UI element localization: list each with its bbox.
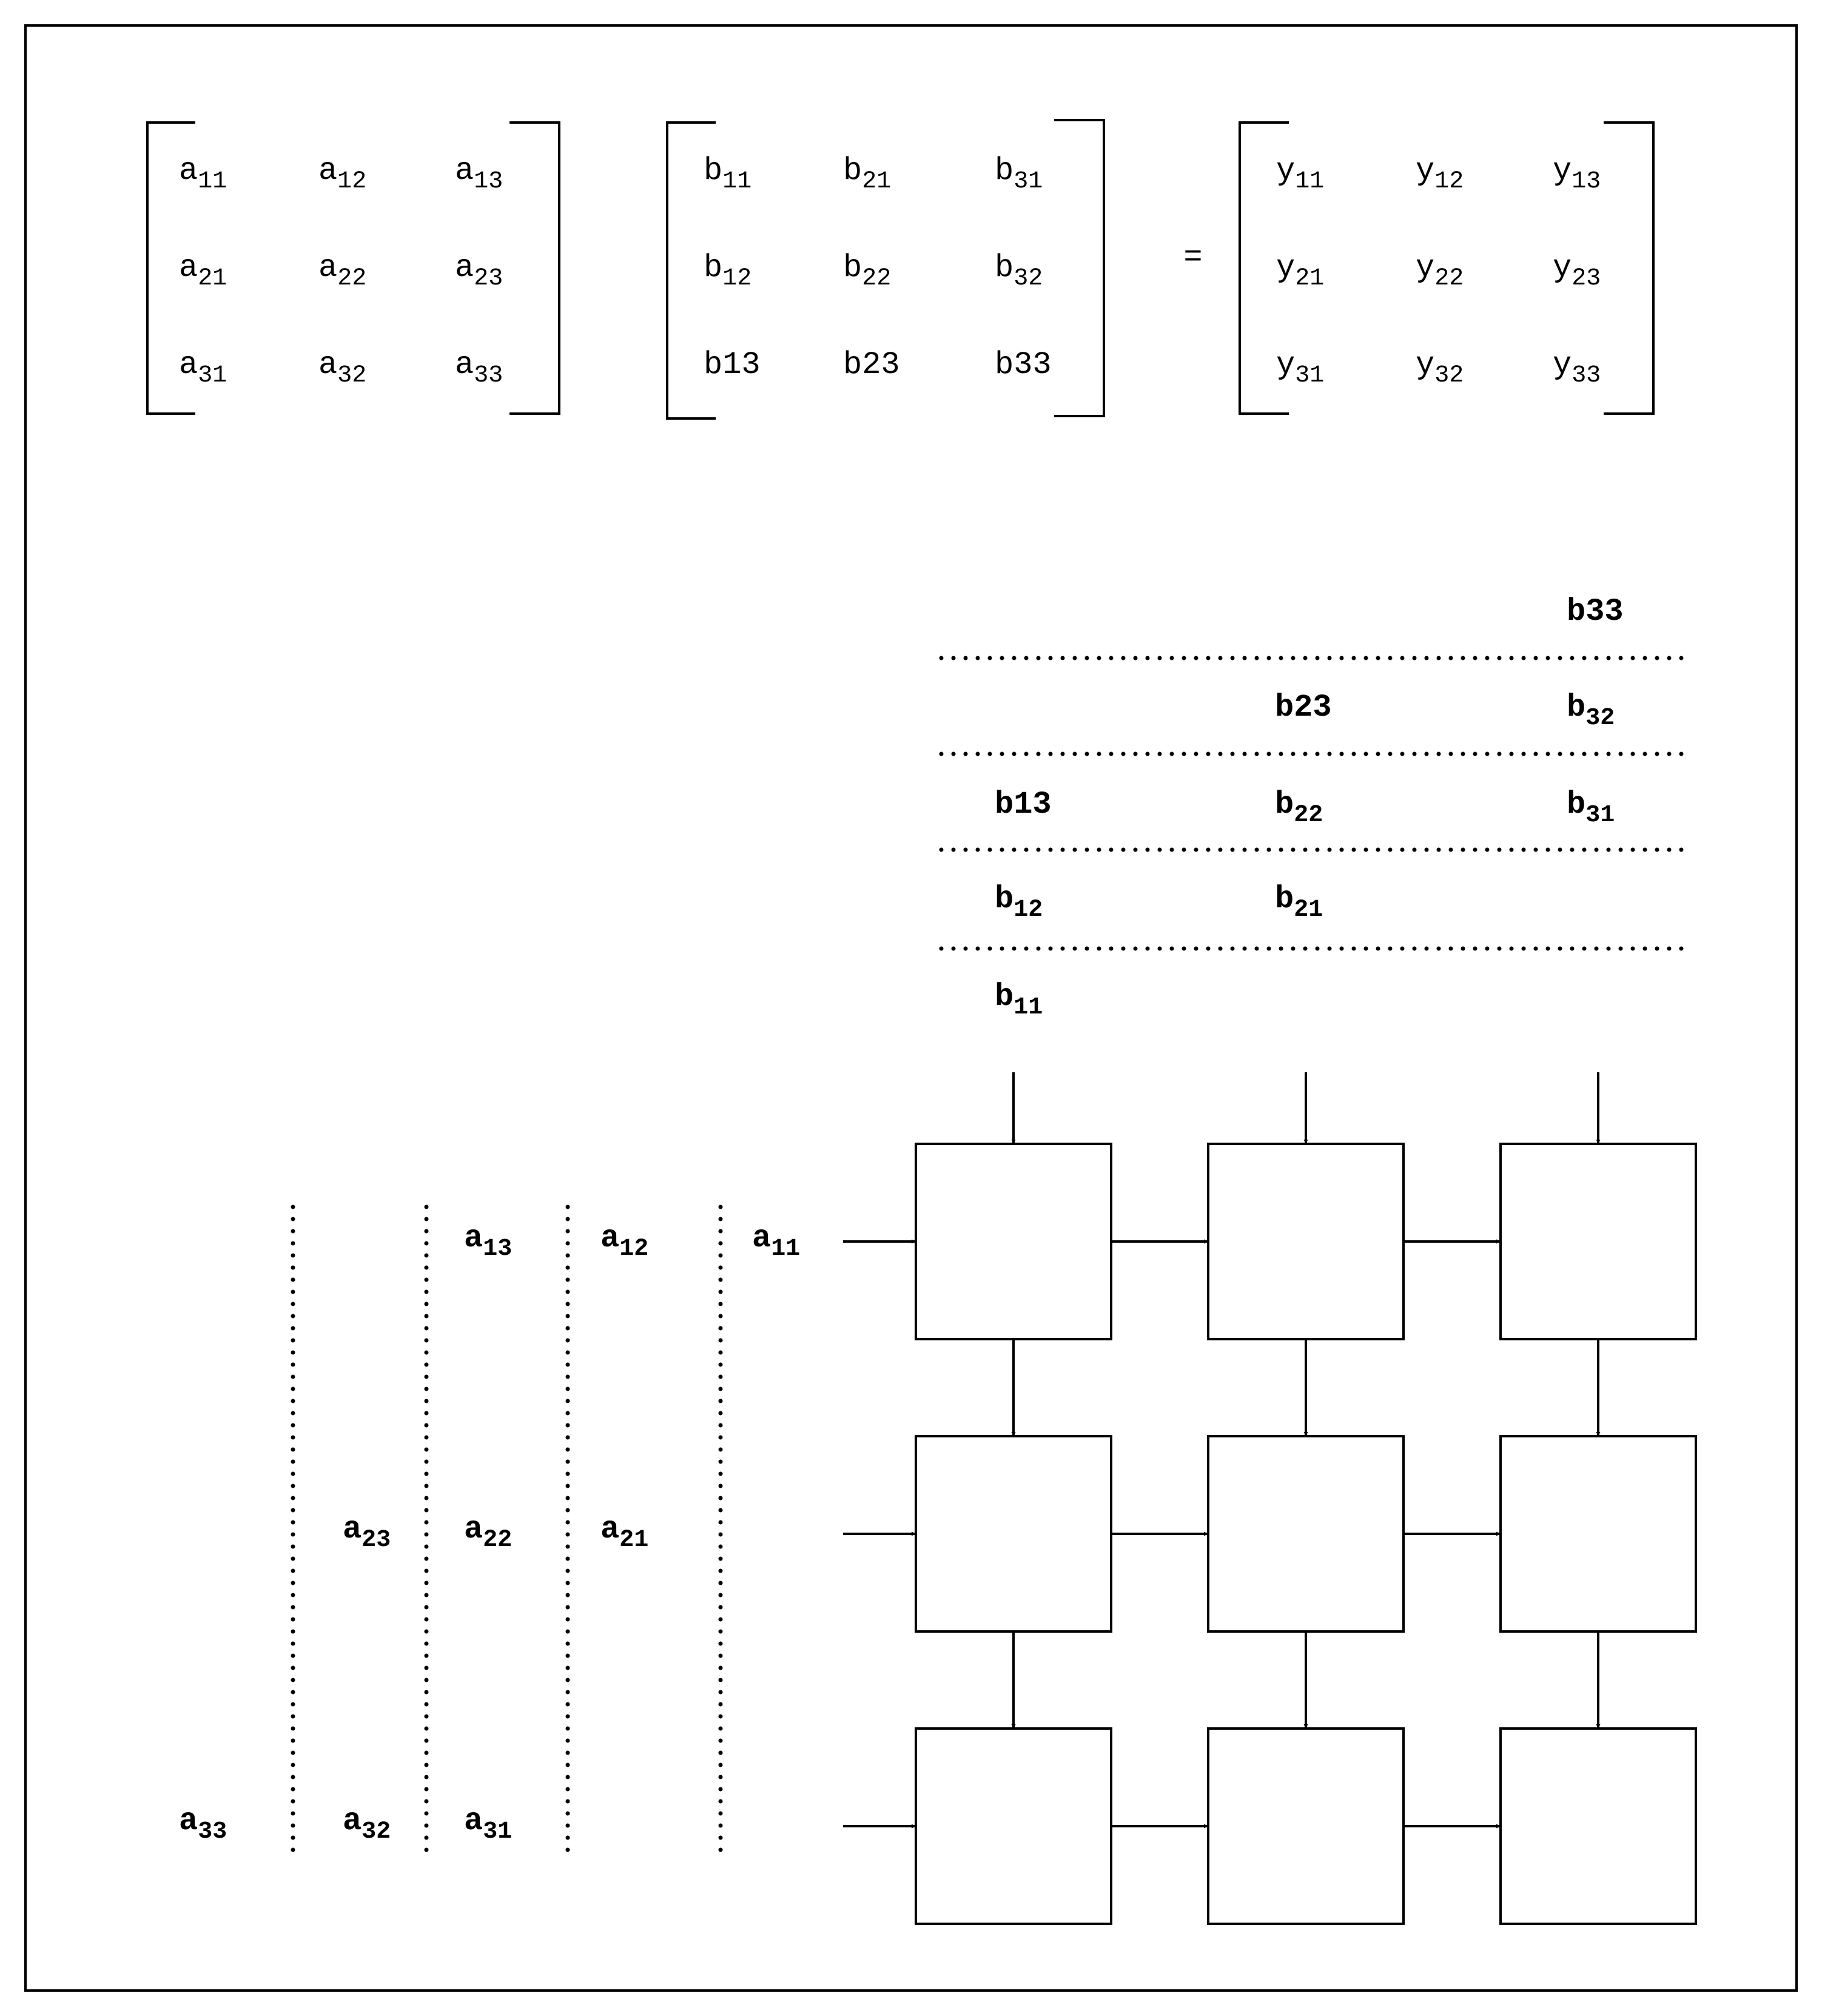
equals-sign: = (1183, 240, 1203, 275)
b-stream-value: $b_{11}$ (995, 979, 1043, 1021)
b-stream-value: $b_{31}$ (1567, 787, 1615, 829)
matrix-b-entry: $b_{22}$ (843, 250, 892, 292)
matrix-y-entry: $y_{31}$ (1276, 347, 1325, 389)
matrix-b-entry: $b_{31}$ (995, 153, 1043, 195)
matrix-a-entry: $a_{32}$ (318, 347, 367, 389)
b-stream-value: b33 (1567, 594, 1624, 630)
a-stream-value: $a_{22}$ (464, 1511, 513, 1554)
a-stream-value: $a_{23}$ (343, 1511, 391, 1554)
a-input-stream (179, 1220, 800, 1846)
processing-element (1501, 1144, 1696, 1339)
matrix-a-entry: $a_{11}$ (179, 153, 227, 195)
matrix-a-entry: $a_{23}$ (455, 250, 503, 292)
matrix-a-entry: $a_{22}$ (318, 250, 367, 292)
matrix-y-entry: $y_{33}$ (1553, 347, 1601, 389)
a-stream-value: $a_{13}$ (464, 1220, 513, 1263)
matrix-b (704, 153, 1052, 383)
matrix-a (179, 153, 503, 389)
matrix-b-entry: b33 (995, 347, 1052, 383)
matrix-y (1276, 153, 1601, 389)
matrix-b-entry: $b_{12}$ (704, 250, 752, 292)
processing-element (916, 1144, 1111, 1339)
b-stream-value: $b_{21}$ (1275, 881, 1323, 924)
matrix-b-entry: $b_{21}$ (843, 153, 892, 195)
matrix-b-entry: b23 (843, 347, 900, 383)
b-input-stream (995, 594, 1624, 1021)
matrix-b-entry: b13 (704, 347, 761, 383)
b-stream-value: b13 (995, 787, 1052, 822)
matrix-b-entry: $b_{11}$ (704, 153, 752, 195)
b-stream-value: $b_{32}$ (1567, 690, 1615, 732)
matrix-a-entry: $a_{13}$ (455, 153, 503, 195)
processing-element (916, 1436, 1111, 1631)
matrix-y-entry: $y_{13}$ (1553, 153, 1601, 195)
matrix-y-entry: $y_{32}$ (1416, 347, 1464, 389)
matrix-a-entry: $a_{31}$ (179, 347, 227, 389)
processing-element (1208, 1729, 1403, 1924)
processing-element-grid (916, 1144, 1696, 1924)
matrix-y-entry: $y_{12}$ (1416, 153, 1464, 195)
processing-element (1208, 1436, 1403, 1631)
processing-element (1501, 1436, 1696, 1631)
processing-element (916, 1729, 1111, 1924)
a-stream-value: $a_{21}$ (600, 1511, 649, 1554)
a-stream-value: $a_{11}$ (752, 1220, 801, 1263)
matrix-y-entry: $y_{23}$ (1553, 250, 1601, 292)
a-stream-value: $a_{32}$ (343, 1803, 391, 1846)
dataflow-arrows (843, 1072, 1598, 1826)
processing-element (1501, 1729, 1696, 1924)
matrix-y-entry: $y_{21}$ (1276, 250, 1325, 292)
outer-frame (25, 25, 1797, 1991)
b-stream-value: b23 (1275, 690, 1332, 725)
a-stream-value: $a_{31}$ (464, 1803, 513, 1846)
matrix-a-entry: $a_{12}$ (318, 153, 367, 195)
b-stream-value: $b_{22}$ (1275, 787, 1323, 829)
matrix-a-entry: $a_{33}$ (455, 347, 503, 389)
b-stream-value: $b_{12}$ (995, 881, 1043, 924)
matrix-y-entry: $y_{22}$ (1416, 250, 1464, 292)
processing-element (1208, 1144, 1403, 1339)
matrix-b-entry: $b_{32}$ (995, 250, 1043, 292)
a-stream-value: $a_{12}$ (600, 1220, 649, 1263)
matrix-y-entry: $y_{11}$ (1276, 153, 1325, 195)
a-stream-value: $a_{33}$ (179, 1803, 227, 1846)
matrix-a-entry: $a_{21}$ (179, 250, 227, 292)
